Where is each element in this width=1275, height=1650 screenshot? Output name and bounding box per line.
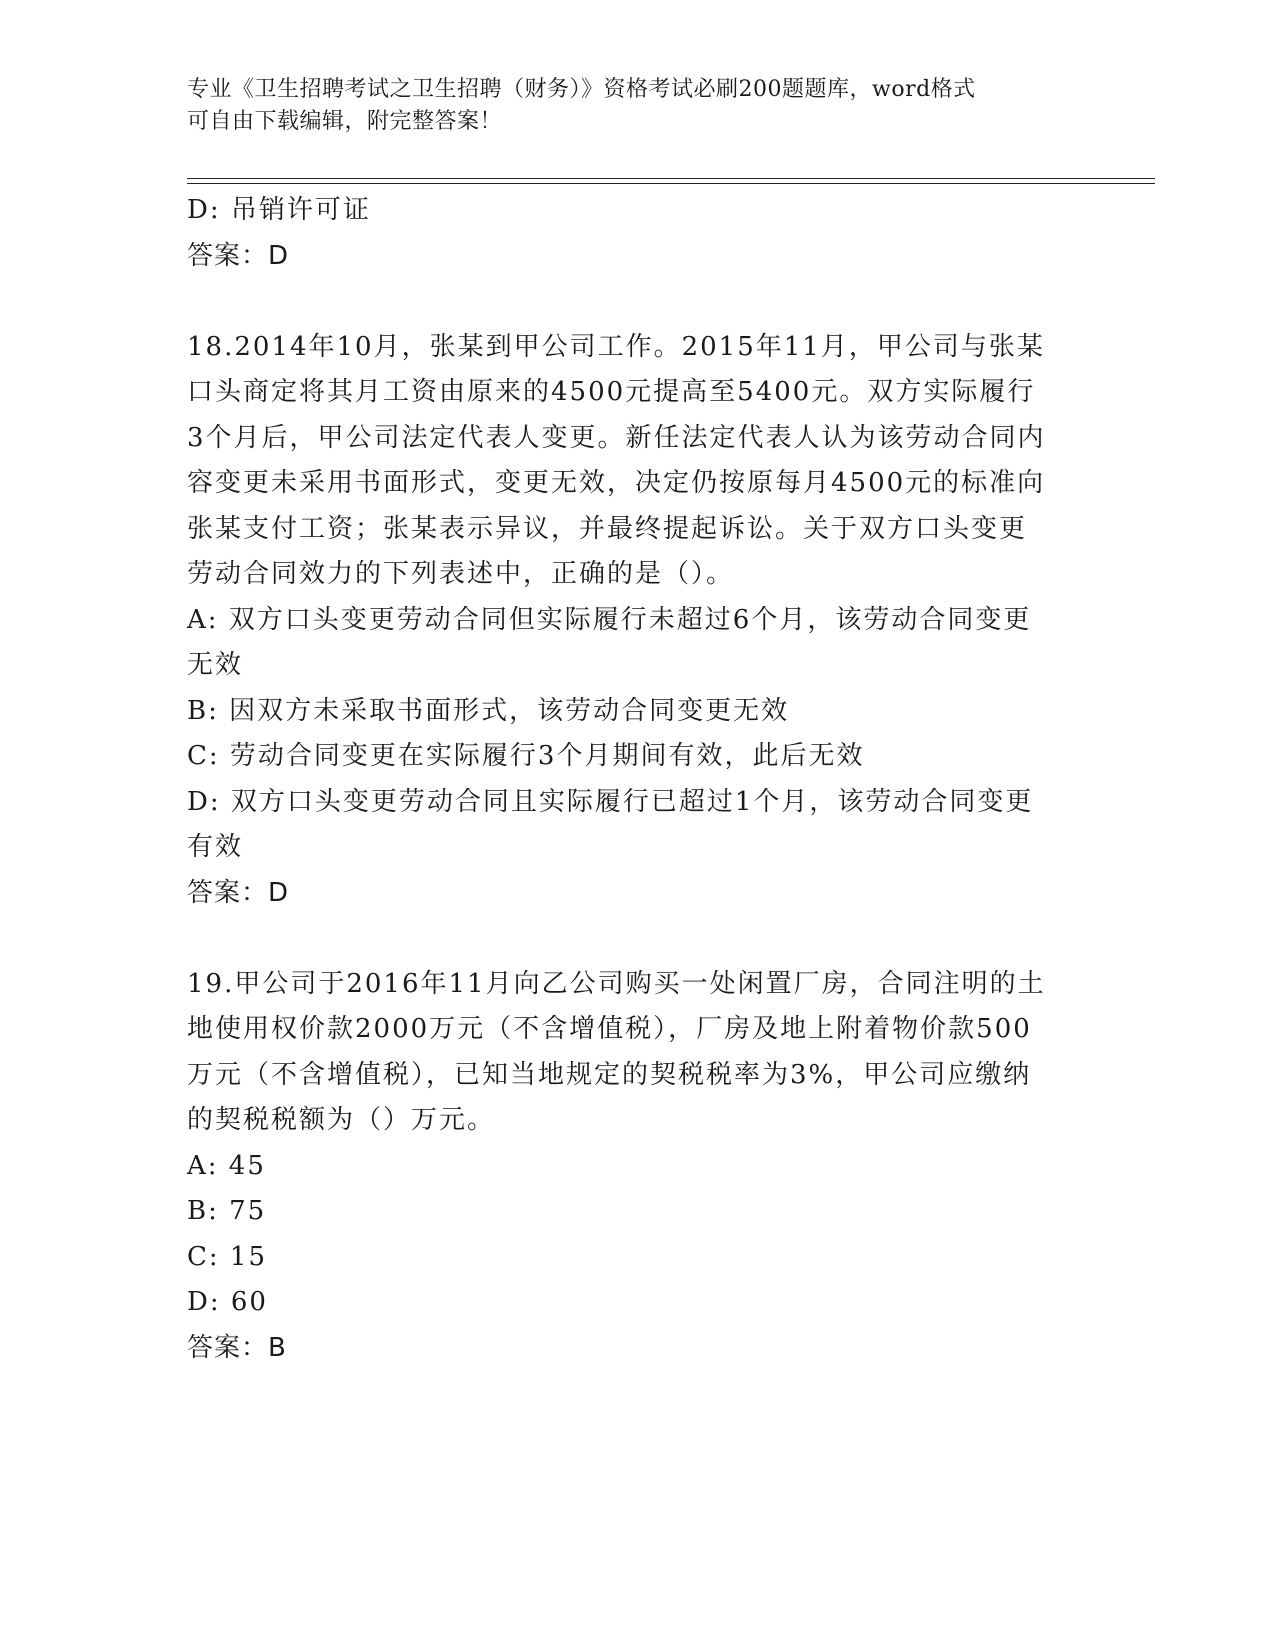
- question-stem-line: 3个月后，甲公司法定代表人变更。新任法定代表人认为该劳动合同内: [187, 422, 1046, 453]
- option-a: A: 双方口头变更劳动合同但实际履行未超过6个月，该劳动合同变更: [187, 604, 1032, 635]
- question-stem-line: 张某支付工资；张某表示异议，并最终提起诉讼。关于双方口头变更: [187, 513, 1028, 544]
- option-c: C: 劳动合同变更在实际履行3个月期间有效，此后无效: [187, 741, 865, 771]
- question-stem-line: 口头商定将其月工资由原来的4500元提高至5400元。双方实际履行: [187, 377, 1036, 407]
- option-c: C: 15: [187, 1241, 268, 1272]
- option-d: D: 双方口头变更劳动合同且实际履行已超过1个月，该劳动合同变更: [187, 786, 1034, 817]
- header-line-2: 可自由下载编辑，附完整答案！: [187, 109, 503, 134]
- question-stem-line: 地使用权价款2000万元（不含增值税），厂房及地上附着物价款500: [187, 1014, 1032, 1044]
- question-stem-line: 劳动合同效力的下列表述中，正确的是（）。: [187, 559, 735, 589]
- option-a-cont: 无效: [187, 650, 244, 680]
- header-divider-bottom: [187, 183, 1155, 184]
- option-b: B: 75: [187, 1196, 267, 1226]
- question-19: [187, 962, 1087, 1372]
- question-stem-line: 的契税税额为（）万元。: [187, 1105, 496, 1135]
- question-stem-line: 19.甲公司于2016年11月向乙公司购买一处闲置厂房，合同注明的土: [187, 968, 1046, 999]
- question-stem-line: 万元（不含增值税），已知当地规定的契税税率为3%，甲公司应缴纳: [187, 1059, 1032, 1090]
- document-header: [187, 74, 1087, 138]
- answer: 答案：B: [187, 1332, 287, 1363]
- answer: 答案：D: [187, 240, 290, 271]
- answer: 答案：D: [187, 877, 290, 908]
- question-stem-line: 18.2014年10月，张某到甲公司工作。2015年11月，甲公司与张某: [187, 331, 1045, 362]
- header-divider-top: [187, 178, 1155, 179]
- header-line-1: 专业《卫生招聘考试之卫生招聘（财务）》资格考试必刷200题题库，word格式: [187, 77, 976, 102]
- option-d: D: 60: [187, 1287, 268, 1317]
- option-a: A: 45: [187, 1150, 266, 1181]
- option-d-cont: 有效: [187, 832, 244, 862]
- question-18: [187, 325, 1087, 917]
- option-b: B: 因双方未采取书面形式，该劳动合同变更无效: [187, 695, 790, 726]
- document-body: [187, 188, 1087, 1371]
- question-stem-line: 容变更未采用书面形式，变更无效，决定仍按原每月4500元的标准向: [187, 468, 1046, 498]
- prev-question: [187, 188, 1087, 279]
- option-d: D: 吊销许可证: [187, 195, 371, 225]
